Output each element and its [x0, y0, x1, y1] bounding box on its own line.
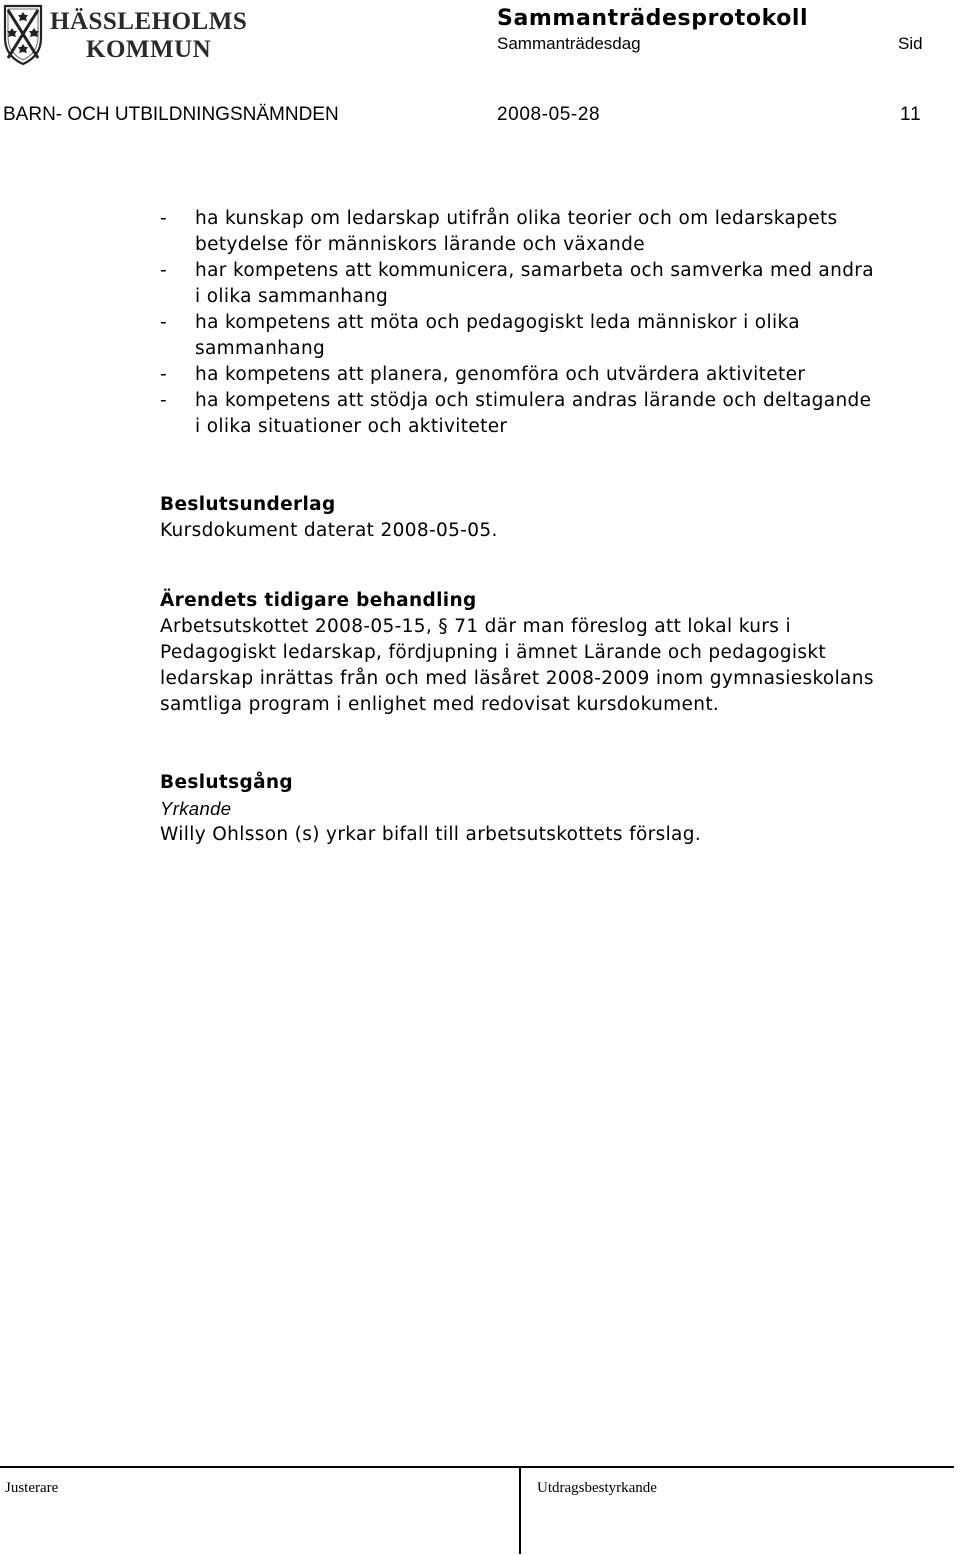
list-item-line: sammanhang — [195, 338, 326, 359]
list-item-line: har kompetens att kommunicera, samarbeta och samverka med andra — [195, 260, 874, 281]
list-dash: - — [160, 208, 168, 229]
beslutsunderlag-text: Kursdokument daterat 2008-05-05. — [160, 520, 498, 541]
list-item — [160, 258, 960, 310]
document-title: Sammanträdesprotokoll — [497, 6, 809, 31]
footer-justerare-label: Justerare — [5, 1480, 59, 1496]
list-item-line: i olika sammanhang — [195, 286, 389, 307]
yrkande-subheading: Yrkande — [160, 798, 232, 819]
beslutsgang-text: Willy Ohlsson (s) yrkar bifall till arbetsutskottets förslag. — [160, 824, 702, 845]
footer-utdragsbestyrkande-label: Utdragsbestyrkande — [537, 1480, 657, 1496]
list-item-line: ha kunskap om ledarskap utifrån olika teorier och om ledarskapets — [195, 208, 838, 229]
list-item — [160, 310, 960, 362]
tidigare-behandling-line: samtliga program i enlighet med redovisat kursdokument. — [160, 694, 720, 715]
list-dash: - — [160, 364, 168, 385]
crest-icon — [2, 2, 44, 66]
section-heading-beslutsgang: Beslutsgång — [160, 772, 294, 793]
section-heading-beslutsunderlag: Beslutsunderlag — [160, 494, 336, 515]
municipality-crest-logo — [2, 2, 44, 66]
list-item-line: ha kompetens att stödja och stimulera andras lärande och deltagande — [195, 390, 872, 411]
list-item-line: ha kompetens att möta och pedagogiskt leda människor i olika — [195, 312, 800, 333]
tidigare-behandling-line: Pedagogiskt ledarskap, fördjupning i ämnet Lärande och pedagogiskt — [160, 642, 827, 663]
list-item-line: i olika situationer och aktiviteter — [195, 416, 508, 437]
footer-divider — [519, 1468, 521, 1554]
list-item — [160, 206, 960, 258]
footer-rule — [0, 1466, 954, 1468]
section-heading-tidigare-behandling: Ärendets tidigare behandling — [160, 590, 477, 611]
meeting-date-label: Sammanträdesdag — [497, 34, 641, 53]
list-item-line: ha kompetens att planera, genomföra och utvärdera aktiviteter — [195, 364, 806, 385]
committee-name: BARN- OCH UTBILDNINGSNÄMNDEN — [3, 104, 339, 125]
list-item-line: betydelse för människors lärande och växande — [195, 234, 645, 255]
page-number: 11 — [900, 104, 922, 125]
list-dash: - — [160, 390, 168, 411]
logo-text-line2: KOMMUN — [86, 36, 212, 63]
logo-text-line1: HÄSSLEHOLMS — [50, 8, 248, 35]
tidigare-behandling-line: ledarskap inrättas från och med läsåret 2008-2009 inom gymnasieskolans — [160, 668, 874, 689]
list-dash: - — [160, 260, 168, 281]
list-item — [160, 388, 960, 440]
page-label: Sid — [898, 34, 923, 53]
list-item — [160, 362, 960, 388]
goal-list — [160, 206, 960, 440]
protocol-body — [160, 206, 960, 848]
tidigare-behandling-line: Arbetsutskottet 2008-05-15, § 71 där man föreslog att lokal kurs i — [160, 616, 791, 637]
meeting-date: 2008-05-28 — [497, 104, 601, 125]
list-dash: - — [160, 312, 168, 333]
